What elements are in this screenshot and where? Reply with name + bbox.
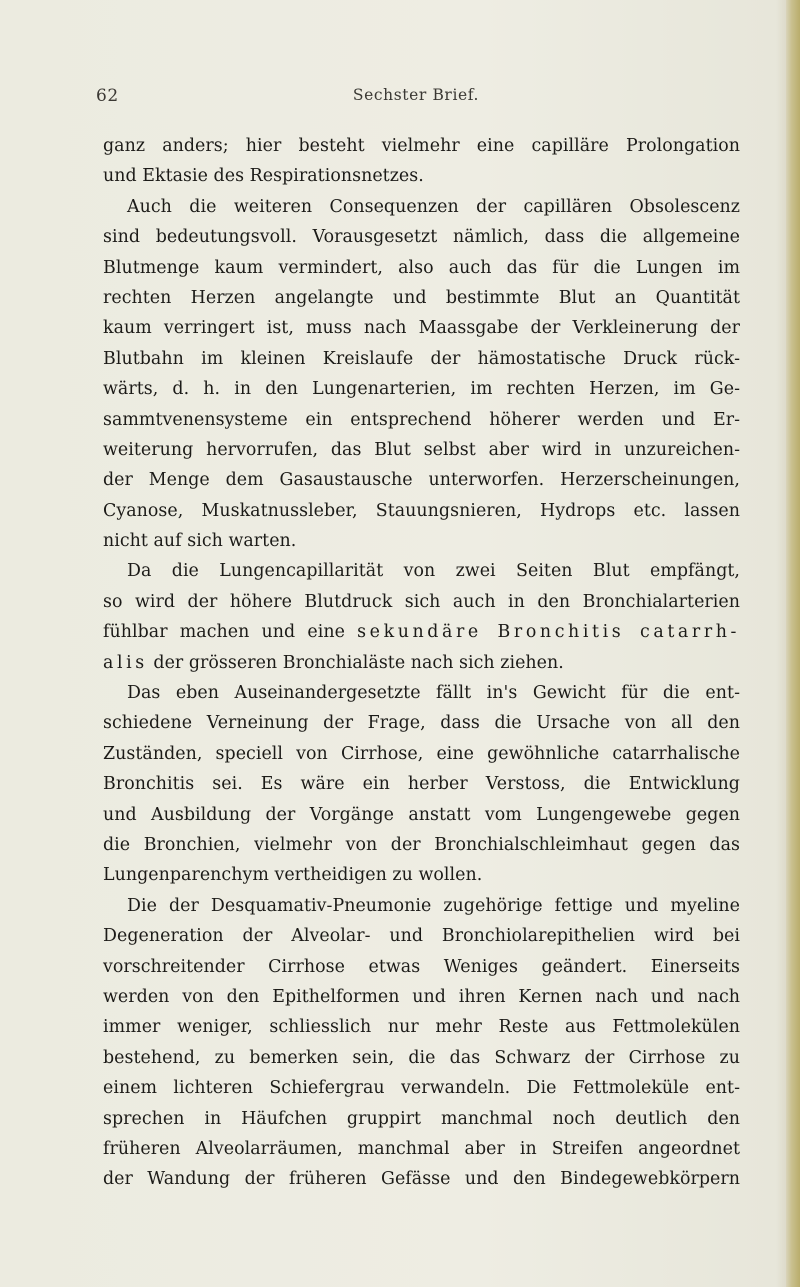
text-line: ganz anders; hier besteht vielmehr eine capilläre Prolongation [103, 136, 740, 156]
text-line: Degeneration der Alveolar- und Bronchiolarepithelien wird bei [103, 926, 740, 947]
text-line: der Wandung der früheren Gefässe und den Bindegewebkörpern [103, 1169, 740, 1190]
text-line: früheren Alveolarräumen, manchmal aber in Streifen angeordnet [103, 1138, 740, 1159]
text-line: rechten Herzen angelangte und bestimmte Blut an Quantität [103, 287, 740, 308]
text-line: immer weniger, schliesslich nur mehr Reste aus Fettmolekülen [103, 1017, 740, 1038]
running-head: Sechster Brief. [352, 86, 480, 104]
text-line: fühlbar machen und eine sekundäre Bronchitis catarrh- [103, 622, 741, 643]
text-line: Die der Desquamativ-Pneumonie zugehörige fettige und myeline [127, 895, 740, 916]
text-line: bestehend, zu bemerken sein, die das Schwarz der Cirrhose zu [103, 1047, 740, 1068]
text-line: Lungenparenchym vertheidigen zu wollen. [103, 865, 483, 886]
text-line: sammtvenensysteme ein entsprechend höherer werden und Er- [103, 409, 740, 430]
spaced-emphasis: sekundäre Bronchitis catarrh- [357, 622, 741, 643]
text-line: sind bedeutungsvoll. Vorausgesetzt nämlich, dass die allgemeine [103, 227, 740, 248]
text-line: Bronchitis sei. Es wäre ein herber Verstoss, die Entwicklung [103, 774, 740, 795]
text-line: der Menge dem Gasaustausche unterworfen. Herzerscheinungen, [103, 470, 740, 491]
text-line: schiedene Verneinung der Frage, dass die Ursache von all den [103, 713, 740, 734]
body-text [103, 131, 740, 1195]
spaced-emphasis: alis [103, 652, 148, 673]
text-line: die Bronchien, vielmehr von der Bronchialschleimhaut gegen das [103, 834, 740, 855]
text-line: einem lichteren Schiefergrau verwandeln. Die Fettmoleküle ent- [103, 1078, 740, 1099]
text-line: werden von den Epithelformen und ihren Kernen nach und nach [103, 986, 740, 1007]
text-line: und Ausbildung der Vorgänge anstatt vom Lungengewebe gegen [103, 804, 740, 825]
text-line: Das eben Auseinandergesetzte fällt in's Gewicht für die ent- [127, 683, 740, 704]
text-line: wärts, d. h. in den Lungenarterien, im rechten Herzen, im Ge- [103, 379, 740, 400]
text-line: Zuständen, speciell von Cirrhose, eine gewöhnliche catarrhalische [103, 743, 740, 764]
text-line: vorschreitender Cirrhose etwas Weniges geändert. Einerseits [103, 956, 740, 977]
text-line: weiterung hervorrufen, das Blut selbst aber wird in unzureichen- [103, 439, 740, 460]
text-line: Auch die weiteren Consequenzen der capillären Obsolescenz [127, 196, 740, 217]
text-line: Cyanose, Muskatnussleber, Stauungsnieren, Hydrops etc. lassen [103, 500, 740, 521]
page-header [96, 86, 736, 116]
text-line: kaum verringert ist, muss nach Maassgabe der Verkleinerung der [103, 318, 740, 339]
page-number: 62 [96, 86, 119, 106]
page-edge-shadow [786, 0, 800, 1287]
text-line: sprechen in Häufchen gruppirt manchmal noch deutlich den [103, 1108, 740, 1129]
text-line: nicht auf sich warten. [103, 531, 297, 552]
text-line: Blutmenge kaum vermindert, also auch das für die Lungen im [103, 257, 740, 278]
text-line: alis der grösseren Bronchialäste nach sich ziehen. [103, 652, 564, 673]
text-line: Da die Lungencapillarität von zwei Seiten Blut empfängt, [127, 561, 740, 582]
text-line: so wird der höhere Blutdruck sich auch in den Bronchialarterien [103, 591, 740, 612]
text-line: und Ektasie des Respirationsnetzes. [103, 166, 424, 187]
text-line: Blutbahn im kleinen Kreislaufe der hämostatische Druck rück- [103, 348, 740, 369]
